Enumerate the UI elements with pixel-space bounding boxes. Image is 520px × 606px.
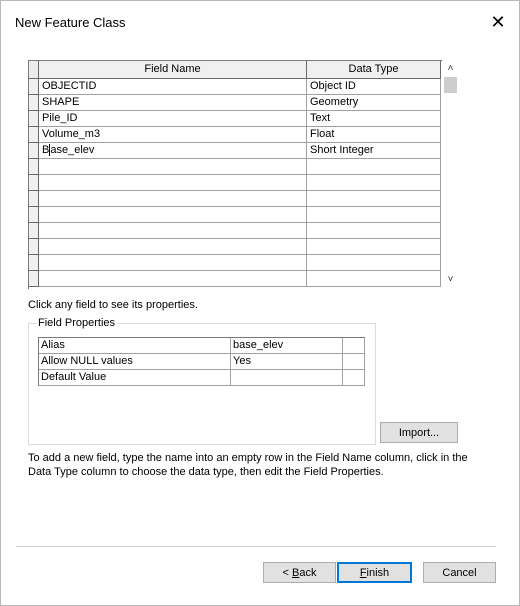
field-name-text-end: ase_elev bbox=[50, 144, 95, 156]
property-name: Alias bbox=[39, 338, 231, 354]
row-selector[interactable] bbox=[29, 159, 39, 175]
empty-row[interactable] bbox=[29, 175, 443, 191]
empty-row[interactable] bbox=[29, 255, 443, 271]
row-selector[interactable] bbox=[29, 175, 39, 191]
field-name-column-header[interactable]: Field Name bbox=[39, 61, 307, 79]
hint-text: Click any field to see its properties. bbox=[28, 299, 198, 311]
empty-row[interactable] bbox=[29, 271, 443, 287]
property-row[interactable] bbox=[39, 370, 365, 386]
property-value[interactable]: base_elev bbox=[231, 338, 343, 354]
row-selector[interactable] bbox=[29, 127, 39, 143]
footer-separator bbox=[16, 546, 496, 548]
empty-row[interactable] bbox=[29, 207, 443, 223]
data-type-cell[interactable]: Text bbox=[307, 111, 441, 127]
field-name-cell[interactable] bbox=[39, 175, 307, 191]
grid-header-row bbox=[29, 61, 443, 79]
property-row[interactable] bbox=[39, 354, 365, 370]
field-name-cell[interactable]: OBJECTID bbox=[39, 79, 307, 95]
data-type-cell[interactable] bbox=[307, 239, 441, 255]
data-type-cell[interactable] bbox=[307, 159, 441, 175]
data-type-column-header[interactable]: Data Type bbox=[307, 61, 441, 79]
table-row[interactable] bbox=[29, 95, 443, 111]
field-name-edit-cell[interactable] bbox=[39, 143, 307, 159]
scroll-thumb[interactable] bbox=[444, 77, 457, 93]
finish-button-accelerator: F bbox=[359, 566, 367, 579]
fields-grid bbox=[28, 60, 443, 289]
property-name: Allow NULL values bbox=[39, 354, 231, 370]
table-row[interactable] bbox=[29, 79, 443, 95]
instructions-text: To add a new field, type the name into an empty row in the Field Name column, click in the Data Type column to choose the data type, then edit the Field Properties. bbox=[28, 452, 468, 478]
empty-row[interactable] bbox=[29, 159, 443, 175]
field-name-cell[interactable]: SHAPE bbox=[39, 95, 307, 111]
data-type-cell[interactable]: Float bbox=[307, 127, 441, 143]
dialog-title: New Feature Class bbox=[15, 15, 126, 30]
empty-row[interactable] bbox=[29, 239, 443, 255]
row-selector[interactable] bbox=[29, 95, 39, 111]
data-type-cell[interactable]: Short Integer bbox=[307, 143, 441, 159]
field-name-cell[interactable] bbox=[39, 223, 307, 239]
data-type-cell[interactable] bbox=[307, 207, 441, 223]
data-type-cell[interactable] bbox=[307, 271, 441, 287]
field-name-cell[interactable] bbox=[39, 239, 307, 255]
finish-button[interactable] bbox=[337, 562, 412, 583]
finish-button-rest: inish bbox=[366, 566, 390, 579]
data-type-cell[interactable]: Geometry bbox=[307, 95, 441, 111]
row-selector[interactable] bbox=[29, 111, 39, 127]
scroll-up-icon[interactable]: ˄ bbox=[447, 63, 454, 74]
table-row-editing[interactable] bbox=[29, 143, 443, 159]
row-selector[interactable] bbox=[29, 239, 39, 255]
title-bar bbox=[1, 1, 519, 39]
property-value[interactable]: Yes bbox=[231, 354, 343, 370]
cancel-button[interactable]: Cancel bbox=[423, 562, 496, 583]
row-selector[interactable] bbox=[29, 79, 39, 95]
field-properties-label: Field Properties bbox=[38, 317, 116, 329]
row-selector[interactable] bbox=[29, 191, 39, 207]
data-type-cell[interactable] bbox=[307, 191, 441, 207]
field-name-cell[interactable] bbox=[39, 159, 307, 175]
property-value[interactable] bbox=[231, 370, 343, 386]
field-name-cell[interactable] bbox=[39, 191, 307, 207]
row-selector[interactable] bbox=[29, 255, 39, 271]
row-selector[interactable] bbox=[29, 271, 39, 287]
field-name-cell[interactable] bbox=[39, 207, 307, 223]
field-name-cell[interactable] bbox=[39, 271, 307, 287]
close-icon[interactable]: ✕ bbox=[490, 12, 506, 32]
back-button-prefix: < bbox=[282, 566, 292, 579]
property-extra-cell bbox=[343, 370, 365, 386]
property-row[interactable] bbox=[39, 338, 365, 354]
property-extra-cell bbox=[343, 338, 365, 354]
back-button[interactable] bbox=[263, 562, 336, 583]
table-row[interactable] bbox=[29, 111, 443, 127]
row-selector[interactable] bbox=[29, 207, 39, 223]
row-selector[interactable] bbox=[29, 143, 39, 159]
property-name: Default Value bbox=[39, 370, 231, 386]
field-name-cell[interactable]: Volume_m3 bbox=[39, 127, 307, 143]
back-button-rest: ack bbox=[299, 566, 317, 579]
empty-row[interactable] bbox=[29, 191, 443, 207]
data-type-cell[interactable] bbox=[307, 255, 441, 271]
table-row[interactable] bbox=[29, 127, 443, 143]
row-selector[interactable] bbox=[29, 223, 39, 239]
back-button-accelerator: B bbox=[292, 566, 300, 579]
field-properties-table bbox=[38, 337, 365, 386]
field-name-text-start: B bbox=[42, 144, 50, 156]
import-button[interactable]: Import... bbox=[380, 422, 458, 443]
data-type-cell[interactable]: Object ID bbox=[307, 79, 441, 95]
vertical-scrollbar[interactable] bbox=[442, 60, 459, 288]
scroll-down-icon[interactable]: ˅ bbox=[447, 274, 454, 285]
field-name-cell[interactable] bbox=[39, 255, 307, 271]
header-row-selector[interactable] bbox=[29, 61, 39, 79]
data-type-cell[interactable] bbox=[307, 175, 441, 191]
empty-row[interactable] bbox=[29, 223, 443, 239]
field-name-cell[interactable]: Pile_ID bbox=[39, 111, 307, 127]
property-extra-cell bbox=[343, 354, 365, 370]
data-type-cell[interactable] bbox=[307, 223, 441, 239]
